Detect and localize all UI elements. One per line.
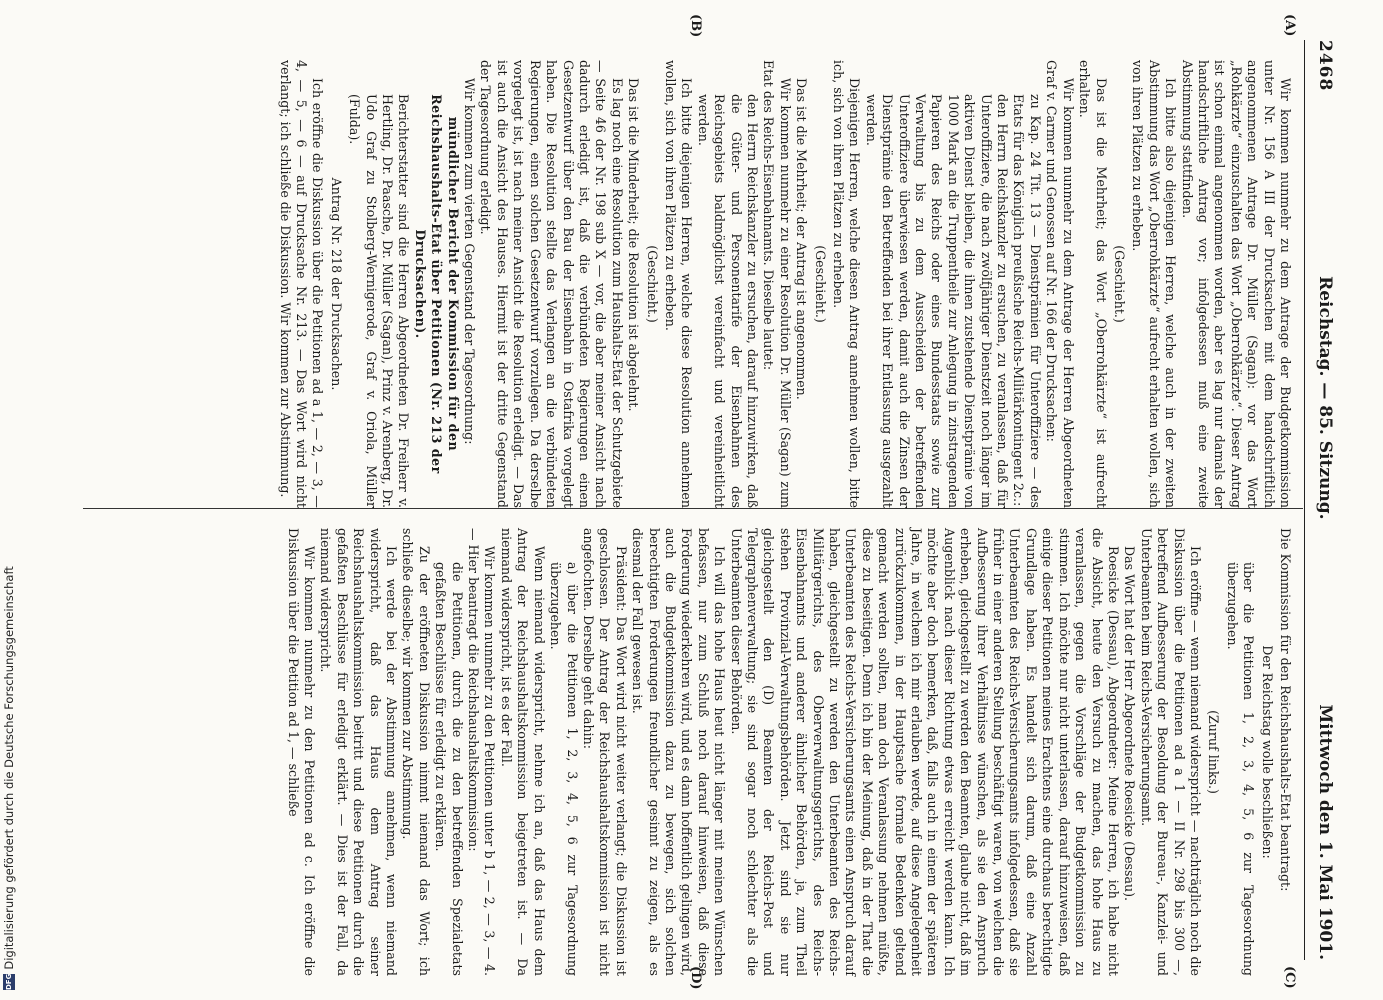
- attribution-text: Digitalisierung gefördert durch die Deutsche Forschungsgemeinschaft: [2, 566, 16, 970]
- paragraph: Das ist die Minderheit; die Resolution ist abgelehnt.: [626, 78, 642, 412]
- paragraph: Wir kommen nunmehr zu den Petitionen ad c. Ich eröffne die Diskussion über die Petition ad 1, — schließe: [285, 528, 318, 976]
- motion-intro: Der Reichstag wolle beschließen:: [1259, 645, 1275, 859]
- dfg-attribution: [2, 566, 16, 990]
- paragraph: Es lag noch eine Resolution zum Haushalts-Etat der Schutzgebiete — Seite 46 der Nr. 198 sub X — vor, die aber meiner Ansicht nach dadurch erledigt ist, daß die verbündeten Regierungen einen Gesetzentwurf über den Bau der Eisenbahn in Ostafrika vorgelegt haben. Die Resolution stellte das Verlangen an die verbündeten Regierungen, einen solchen Gesetzentwurf vorzulegen. Da derselbe vorgelegt ist, ist nach meiner Ansicht die Resolution erledigt. — Das ist auch die Ansicht des Hauses. Hiermit ist der dritte Gegenstand der Tagesordnung erledigt.: [478, 60, 625, 508]
- stage-direction: (Geschieht.): [644, 245, 660, 323]
- stage-direction: (Geschieht.): [1111, 245, 1127, 323]
- speech-president: Präsident: Das Wort wird nicht weiter verlangt; die Diskussion ist geschlossen. Der Antrag der Reichshaushaltskommission ist nicht angefochten. Derselbe geht dahin:: [580, 528, 629, 976]
- motion-text: den Herrn Reichskanzler zu ersuchen, zu veranlassen, daß für Unteroffiziere, die nach zwölfjähriger Dienstzeit noch länger im aktiven Dienst bleiben, die ihnen zustehende Dienstprämie von 1000 Mark an die Truppentheile zur Anlegung in zinstragenden Papieren des Reichs oder eines Bundesstaats sowie zur Verwaltung bis zu dem Ausscheiden der betreffenden Unteroffiziere überwiesen werden, damit auch die Zinsen der Dienstprämie den Betreffenden bei ihrer Entlassung ausgezahlt werden.: [863, 94, 1011, 508]
- paragraph: Wir kommen nunmehr zu dem Antrage der Herren Abgeordneten Graf v. Carmer und Genossen auf Nr. 166 der Drucksachen:: [1044, 60, 1076, 508]
- column-divider: [83, 508, 1303, 509]
- margin-marker-a: (A): [1282, 14, 1297, 37]
- margin-marker-d: (D): [688, 966, 703, 990]
- session-title: Reichstag. — 85. Sitzung.: [1315, 276, 1335, 520]
- page-number: 2468: [1315, 40, 1335, 92]
- page-header: [1307, 30, 1343, 960]
- session-date: Mittwoch den 1. Mai 1901.: [1315, 704, 1335, 960]
- margin-marker-b: (B): [688, 14, 703, 38]
- paragraph: Wenn niemand widerspricht, nehme ich an, daß das Haus dem Antrag der Reichshaushaltskommission beigetreten ist. — Da niemand widerspricht, ist es der Fall.: [498, 528, 547, 976]
- paragraph: Wir kommen nunmehr zu den Petitionen unter b 1, — 2, — 3, — 4. — Hier beantragt die Reichshaushaltskommission:: [466, 528, 498, 976]
- paragraph: Die Kommission für den Reichshaushalts-Etat beantragt:: [1278, 528, 1293, 892]
- resolution-text: den Herrn Reichskanzler zu ersuchen, darauf hinzuwirken, daß die Güter- und Personentarife der Eisenbahnen des Reichsgebiets baldmöglichst vereinfacht und vereinheitlicht werden.: [695, 94, 760, 508]
- paragraph: Wir kommen nunmehr zu dem Antrage der Budgetkommission unter Nr. 156 A III der Drucksachen mit dem handschriftlich angenommenen Antrage Dr. Müller (Sagan): vor das Wort „Rohkärzte“ einzuschalten das Wort „Oberrohkärzte“. Dieser Antrag ist schon einmal angenommen worden, aber es lag nur damals der handschriftliche Antrag vor; infolgedessen muß eine zweite Abstimmung stattfinden.: [1179, 60, 1293, 508]
- rapporteurs: Berichterstatter sind die Herren Abgeordneten Dr. Freiherr v. Hertling, Dr. Paasche, Dr. Müller (Sagan), Prinz v. Arenberg, Dr. Udo Graf zu Stolberg-Wernigerode, Graf v. Oriola, Müller (Fulda).: [347, 94, 412, 508]
- left-column: [276, 60, 1293, 508]
- paragraph: Ich eröffne — wenn niemand widerspricht — nachträglich noch die Diskussion über die Petitionen ad a 1 — II Nr. 298 bis 300 —, betreffend Aufbesserung der Besoldung der Bureau-, Kanzlei- und Unterbeamten beim Reichs-Versicherungsamt.: [1138, 528, 1203, 976]
- paragraph: Ich bitte diejenigen Herren, welche diese Resolution annehmen wollen, sich von ihren Plätzen zu erheben.: [662, 60, 695, 508]
- paragraph: Wir kommen nunmehr zu einer Resolution Dr. Müller (Sagan) zum Etat des Reichs-Eisenbahnamts. Dieselbe lautet:: [761, 60, 793, 508]
- motion-text: a) über die Petitionen 1, 2, 3, 4, 5, 6 zur Tagesordnung überzugehen.: [548, 562, 580, 976]
- paragraph: Ich will das hohe Haus heut nicht länger mit meinen Wünschen befassen, nur zum Schluß noch darauf hinweisen, daß diese Forderung wiederkehren wird, und es dann hoffentlich gelingen wird, auch die Budgetkommission dazu zu bewegen, sich solchen berechtigten Forderungen freundlicher gesinnt zu zeigen, als es diesmal der Fall gewesen ist.: [630, 528, 728, 976]
- header-rule: [1304, 40, 1305, 960]
- speech-roesicke: Roesicke (Dessau), Abgeordneter: Meine Herren, ich habe nicht die Absicht, heute den Versuch zu machen, das hohe Haus zu veranlassen, gegen die Vorschläge der Budgetkommission zu stimmen. Ich möchte nur nicht unterlassen, darauf hinzuweisen, daß einige dieser Petitionen meines Erachtens eine durchaus berechtigte Grundlage haben. Es handelt sich darum, daß eine Anzahl Unterbeamten des Reichs-Versicherungsamts infolgedessen, daß sie früher in einer anderen Stellung beschäftigt waren, von welchen die Aufbesserung ihrer Verhältnisse wünschen, als sie den Anspruch erheben, gleichgestellt zu werden den Beamten, glaube nicht, daß im Augenblick nach dieser Richtung etwas erreicht werden kann. Ich möchte aber doch bemerken, daß, falls auch in einem der späteren Jahre, in welchem ich mir erlauben werde, auf diese Angelegenheit zurückzukommen, in der Hauptsache formale Bedenken geltend gemacht werden sollten, man doch Veranlassung nehmen müßte, diese zu beseitigen. Denn ich bin der Meinung, daß in der That die Unterbeamten des Reichs-Versicherungsamts einen Anspruch darauf haben, gleichgestellt zu werden den Unterbeamten des Reichs-Militärgerichts, des Oberverwaltungsgerichts, des Reichs-Eisenbahnamts und anderer ähnlicher Behörden, ja, zum Theil stehen Provinzial-Verwaltungsbehörden. Jetzt sind sie nur gleichgestellt den (D) Beamten der Reichs-Post und Telegraphenverwaltung; sie sind sogar noch schlechter als die Unterbeamten dieser Behörden.: [728, 528, 1121, 976]
- paragraph: Ich werde bei der Abstimmung annehmen, wenn niemand widerspricht, daß das Haus dem Antrag seiner Reichshaushaltskommission beitritt und diese Petitionen durch die gefaßten Beschlüsse für erledigt erklärt. — Dies ist der Fall, da niemand widerspricht.: [318, 528, 400, 976]
- paragraph: Ich bitte also diejenigen Herren, welche auch in der zweiten Abstimmung das Wort „Oberrohkärzte“ aufrecht erhalten wollen, sich von ihren Plätzen zu erheben.: [1130, 60, 1179, 508]
- paragraph: Ich eröffne die Diskussion über die Petitionen ad a 1, — 2, — 3, — 4, — 5, — 6 — auf Drucksache Nr. 213. — Das Wort wird nicht verlangt; ich schließe die Diskussion. Wir kommen zur Abstimmung.: [277, 60, 326, 508]
- paragraph: Das Wort hat der Herr Abgeordnete Roesicke (Dessau).: [1122, 546, 1138, 902]
- dfg-logo-icon: DFG: [5, 973, 13, 990]
- motion-heading: zu Kap. 24 Tit. 13 — Dienstprämien für Unteroffiziere — des Etats für das Königlich preußische Reichs-Militärkontingent 2c.:: [1011, 94, 1043, 508]
- motion-text: die Petitionen, durch die zu den betreffenden Spezialetats gefaßten Beschlüsse für erledigt zu erklären.: [433, 562, 465, 976]
- paragraph: Das ist die Mehrheit; das Wort „Oberrohkärzte“ ist aufrecht erhalten.: [1077, 60, 1109, 508]
- right-column: [284, 528, 1293, 976]
- paragraph: Wir kommen zum vierten Gegenstand der Tagesordnung:: [462, 78, 478, 445]
- stage-direction: (Zuruf links.): [1206, 710, 1222, 794]
- paragraph: Das ist die Mehrheit; der Antrag ist angenommen.: [794, 78, 810, 400]
- stage-direction: (Geschieht.): [812, 245, 828, 323]
- motion-reference: Antrag Nr. 218 der Drucksachen.: [328, 177, 344, 391]
- paragraph: Zu der eröffneten Diskussion nimmt niemand das Wort; ich schließe dieselbe; wir kommen zur Abstimmung.: [400, 528, 432, 976]
- paragraph: Diejenigen Herren, welche diesen Antrag annehmen wollen, bitte ich, sich von ihren Plätzen zu erheben.: [831, 60, 863, 508]
- margin-marker-c: (C): [1282, 966, 1297, 989]
- motion-text: über die Petitionen 1, 2, 3, 4, 5, 6 zur Tagesordnung überzugehen.: [1224, 562, 1257, 976]
- agenda-item-heading: mündlicher Bericht der Kommission für den Reichshaushalts-Etat über Petitionen (Nr. 213 der Drucksachen).: [412, 94, 461, 474]
